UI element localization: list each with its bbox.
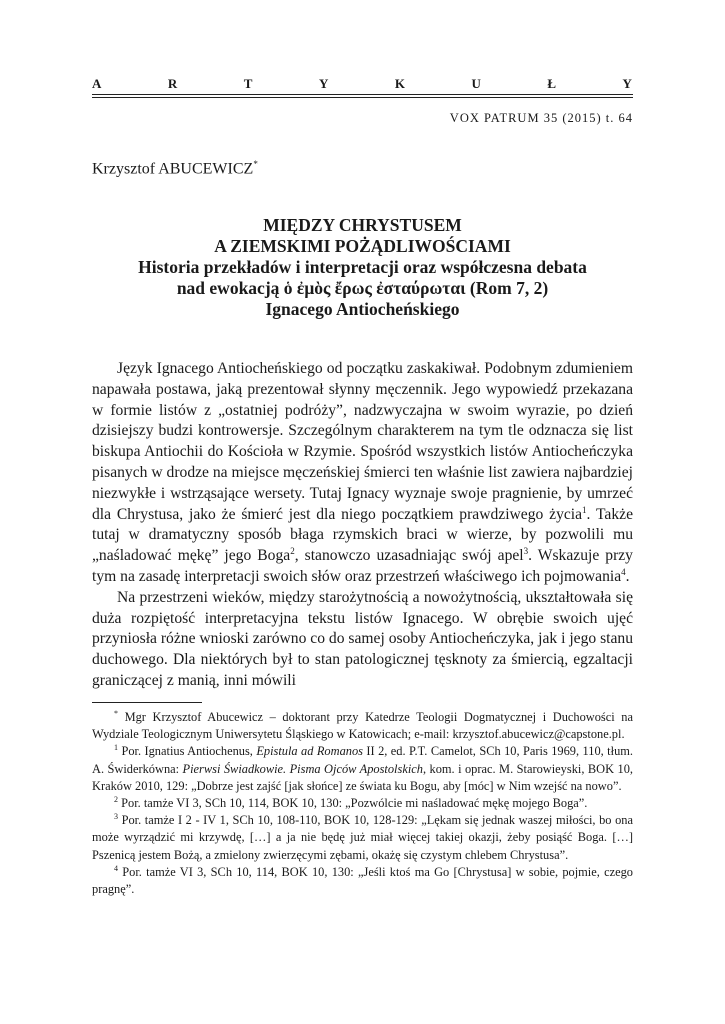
author-name: Krzysztof ABUCEWICZ <box>92 160 254 178</box>
footnote-mark: 3 <box>114 812 118 822</box>
article-title <box>92 215 633 320</box>
paragraph-text: Język Ignacego Antiocheńskiego od początku zaskakiwał. Podobnym zdumieniem napawała postawa, jaką prezentował słynny męczennik. Jego wypowiedź przekazana w formie listów z „ostatniej podróży”, nadzwyczajna w swoim wyrazie, po dzień dzisiejszy budzi kontrowersje. Szczególnym charakterem na tym tle odznacza się list biskupa Antiochii do Kościoła w Rzymie. Spośród wszystkich listów Antiocheńczyka pisanych w drodze na miejsce męczeńskiej śmierci ten właśnie list zawiera najbardziej niezwykłe i wstrząsające wersety. Tutaj Ignacy wyznaje swoje pragnienie, by umrzeć dla Chrystusa, jako że śmierć jest dla niego początkiem prawdziwego życia <box>92 360 633 523</box>
footnote-author <box>92 709 633 743</box>
footnotes <box>92 709 633 898</box>
section-header-letter: A <box>92 76 103 91</box>
section-header-letter: R <box>167 76 179 91</box>
header-rule <box>92 94 633 95</box>
header-rule <box>92 97 633 98</box>
footnote-mark: 4 <box>114 863 118 873</box>
paragraph-text: . Także tutaj w dramatyczny sposób błaga rzymskich braci w wierze, by pozwolili mu „naśladować mękę” jego Boga <box>92 505 633 565</box>
footnote-ref: 1 <box>582 504 587 515</box>
section-header-letter: U <box>471 76 482 91</box>
footnote-text: Por. tamże VI 3, SCh 10, 114, BOK 10, 130: „Pozwólcie mi naśladować mękę mojego Boga”. <box>121 796 588 811</box>
footnote-text: II 2, ed. P.T. Camelot, SCh 10, Paris 1969, 110, tłum. A. Świderkówna: <box>92 744 633 776</box>
section-header-letter: T <box>243 76 254 91</box>
footnote-2 <box>92 795 633 812</box>
footnote-text: , kom. i oprac. M. Starowieyski, BOK 10, Kraków 2010, 129: „Dobrze jest zajść [jak słońce] ze świata ku Bogu, aby [móc] w Nim wzejść na nowo”. <box>92 761 633 793</box>
footnote-1 <box>92 743 633 795</box>
author-footnote-mark: * <box>253 159 258 169</box>
footnote-text: Por. tamże I 2 - IV 1, SCh 10, 108-110, BOK 10, 128-129: „Lękam się jednak waszej miłości, bo ona może wyrządzić mi krzywdę, […] a ja nie będę już miał więcej takiej okazji, żeby posiąść Boga. […] Pszenicą jestem Bożą, a zmielony zwierzęcymi zębami, okażę się czystym chlebem Chrystusa”. <box>92 813 633 862</box>
paragraph: Na przestrzeni wieków, między starożytnością a nowożytnością, ukształtowała się duża rozpiętość interpretacyjna tekstu listów Ignacego. W obrębie swoich ujęć przyniosła różne wnioski zarówno co do samej osoby Antiocheńczyka, jak i jego stanu duchowego. Dla niektórych był to stan patologicznej tęsknoty za śmiercią, egzaltacji graniczącej z manią, inni mówili <box>92 588 633 689</box>
footnote-text: Mgr Krzysztof Abucewicz – doktorant przy Katedrze Teologii Dogmatycznej i Duchowości na Wydziale Teologicznym Uniwersytetu Śląskiego w Katowicach; e-mail: krzysztof.abucewicz@capstone.pl. <box>92 710 633 742</box>
footnote-ref: 3 <box>523 545 529 556</box>
section-header-letter: Y <box>318 76 330 91</box>
title-line: MIĘDZY CHRYSTUSEM <box>263 215 462 235</box>
footnote-mark: * <box>114 708 118 718</box>
paragraph <box>92 359 633 588</box>
author-line <box>92 159 258 178</box>
footnote-3 <box>92 812 633 864</box>
footnote-mark: 1 <box>114 743 118 753</box>
section-header-letter: K <box>394 76 406 91</box>
body-text <box>92 359 633 692</box>
journal-reference: VOX PATRUM 35 (2015) t. 64 <box>449 111 633 125</box>
section-header-letter: Ł <box>547 76 558 91</box>
footnote-ref: 4 <box>621 566 626 577</box>
title-line: A ZIEMSKIMI POŻĄDLIWOŚCIAMI <box>214 236 511 256</box>
paragraph-text: , stanowczo uzasadniając swój apel <box>294 547 524 565</box>
subtitle-line: nad ewokacją ὁ ἐμὸς ἔρως ἐσταύρωται (Rom 7, 2) <box>176 278 549 298</box>
footnote-italic-title: Pierwsi Świadkowie. Pisma Ojców Apostolskich <box>182 761 423 776</box>
footnote-text: Por. tamże VI 3, SCh 10, 114, BOK 10, 130: „Jeśli ktoś ma Go [Chrystusa] w sobie, pojmie, czego pragnę”. <box>92 864 633 897</box>
footnote-italic-title: Epistula ad Romanos <box>256 744 363 759</box>
footnote-4 <box>92 864 633 898</box>
paragraph-text: . <box>625 567 630 585</box>
section-header <box>92 76 633 92</box>
footnote-mark: 2 <box>114 794 118 804</box>
footnote-separator <box>92 702 202 703</box>
footnote-ref: 2 <box>290 545 295 556</box>
subtitle-line: Historia przekładów i interpretacji oraz współczesna debata <box>138 257 587 277</box>
subtitle-line: Ignacego Antiocheńskiego <box>265 299 460 319</box>
footnote-text: Por. Ignatius Antiochenus, <box>121 744 257 759</box>
paragraph-text: . Wskazuje przy tym na zasadę interpretacji swoich słów oraz przestrzeń właściwego ich pojmowania <box>92 547 633 585</box>
section-header-letter: Y <box>622 76 633 91</box>
